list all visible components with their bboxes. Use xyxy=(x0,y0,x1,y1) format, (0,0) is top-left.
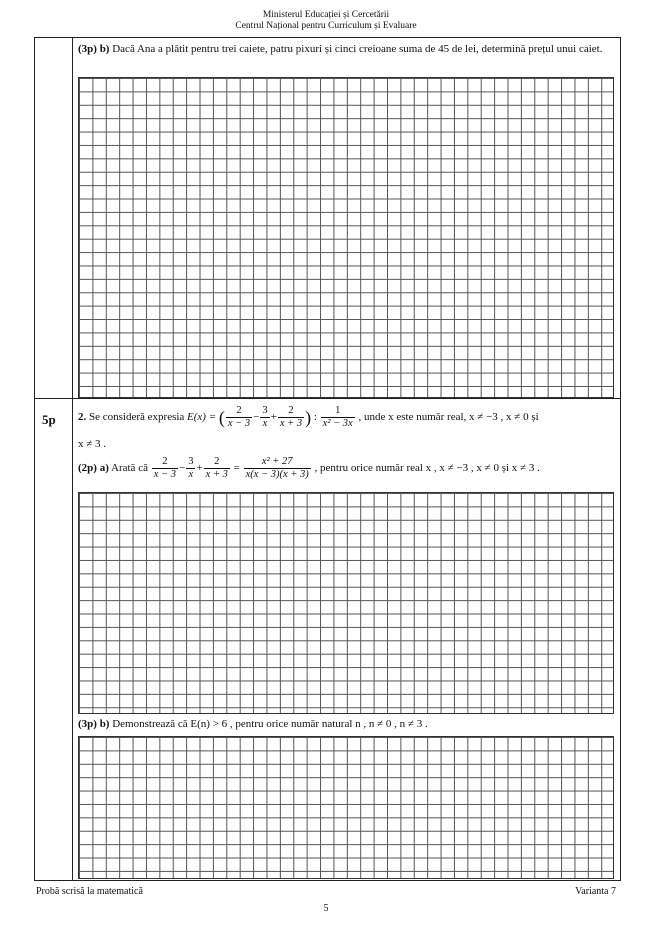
paren-close: ) xyxy=(305,407,312,428)
op-plus-a: + xyxy=(196,462,203,475)
fraction-1-num: 2 xyxy=(226,405,252,418)
fraction-a3-num: 2 xyxy=(204,456,230,469)
problem-2a-tail: , pentru orice număr real x , x ≠ −3 , x ≠ 0 și x ≠ 3 . xyxy=(314,462,540,475)
header-center: Centrul Național pentru Curriculum și Evaluare xyxy=(235,21,417,31)
fraction-a2-den: x xyxy=(188,469,194,480)
problem-2-score: 5p xyxy=(42,412,56,427)
fraction-2-den: x xyxy=(262,418,268,429)
problem-2-number: 2. xyxy=(78,411,87,424)
op-minus: − xyxy=(253,411,260,424)
fraction-a3 xyxy=(204,456,230,481)
fraction-a1 xyxy=(152,456,178,481)
fraction-2 xyxy=(260,405,269,430)
fraction-a1-num: 2 xyxy=(152,456,178,469)
answer-grid-1b[interactable] xyxy=(78,77,614,398)
op-colon: : xyxy=(313,411,317,424)
problem-2a-points: (2p) a) xyxy=(78,462,109,475)
paren-open: ( xyxy=(218,407,225,428)
fraction-a2-num: 3 xyxy=(188,456,194,467)
fraction-3-den: x + 3 xyxy=(279,418,303,429)
header-ministry: Ministerul Educației și Cercetării xyxy=(262,10,390,20)
footer-variant: Varianta 7 xyxy=(575,886,616,897)
fraction-4-num: 1 xyxy=(321,405,355,418)
score-column-divider xyxy=(72,37,73,881)
footer-exam-name: Probă scrisă la matematică xyxy=(36,886,143,897)
op-minus-a: − xyxy=(178,462,186,475)
fraction-rhs-den: x(x − 3)(x + 3) xyxy=(245,469,309,480)
fraction-3 xyxy=(278,405,304,430)
op-plus: + xyxy=(270,411,277,424)
op-equals: = xyxy=(233,462,240,475)
problem-2b-points: (3p) b) xyxy=(78,718,110,730)
fraction-3-num: 2 xyxy=(278,405,304,418)
expr-lhs: E(x) = xyxy=(187,411,217,424)
answer-grid-2b[interactable] xyxy=(78,736,614,879)
problem-1b-statement xyxy=(78,42,618,56)
row-divider xyxy=(34,398,621,399)
problem-1b-text: Dacă Ana a plătit pentru trei caiete, patru pixuri și cinci creioane suma de 45 de lei, determină prețul unui caiet. xyxy=(112,43,603,55)
fraction-a3-den: x + 3 xyxy=(205,469,228,480)
problem-2-statement xyxy=(78,405,618,430)
answer-grid-2a[interactable] xyxy=(78,492,614,714)
fraction-rhs-num: x² + 27 xyxy=(244,456,311,469)
problem-2b-statement xyxy=(78,717,618,731)
fraction-4 xyxy=(321,405,355,430)
fraction-rhs xyxy=(244,456,311,481)
fraction-1-den: x − 3 xyxy=(227,418,251,429)
problem-2b-text: Demonstrează că E(n) > 6 , pentru orice număr natural n , n ≠ 0 , n ≠ 3 . xyxy=(112,718,428,730)
fraction-4-den: x² − 3x xyxy=(322,418,353,429)
problem-1b-points: (3p) b) xyxy=(78,43,110,55)
fraction-1 xyxy=(226,405,252,430)
page-header xyxy=(0,10,652,32)
problem-2a-lead: Arată că xyxy=(111,462,148,475)
problem-2-condition: , unde x este număr real, x ≠ −3 , x ≠ 0 și xyxy=(358,411,539,424)
fraction-2-num: 3 xyxy=(262,405,268,416)
problem-2-condition-cont: x ≠ 3 . xyxy=(78,438,107,450)
problem-2a-statement xyxy=(78,456,618,481)
page-number: 5 xyxy=(323,903,329,914)
fraction-a1-den: x − 3 xyxy=(153,469,176,480)
fraction-a2 xyxy=(186,456,195,481)
problem-2-intro: Se consideră expresia xyxy=(89,411,185,424)
